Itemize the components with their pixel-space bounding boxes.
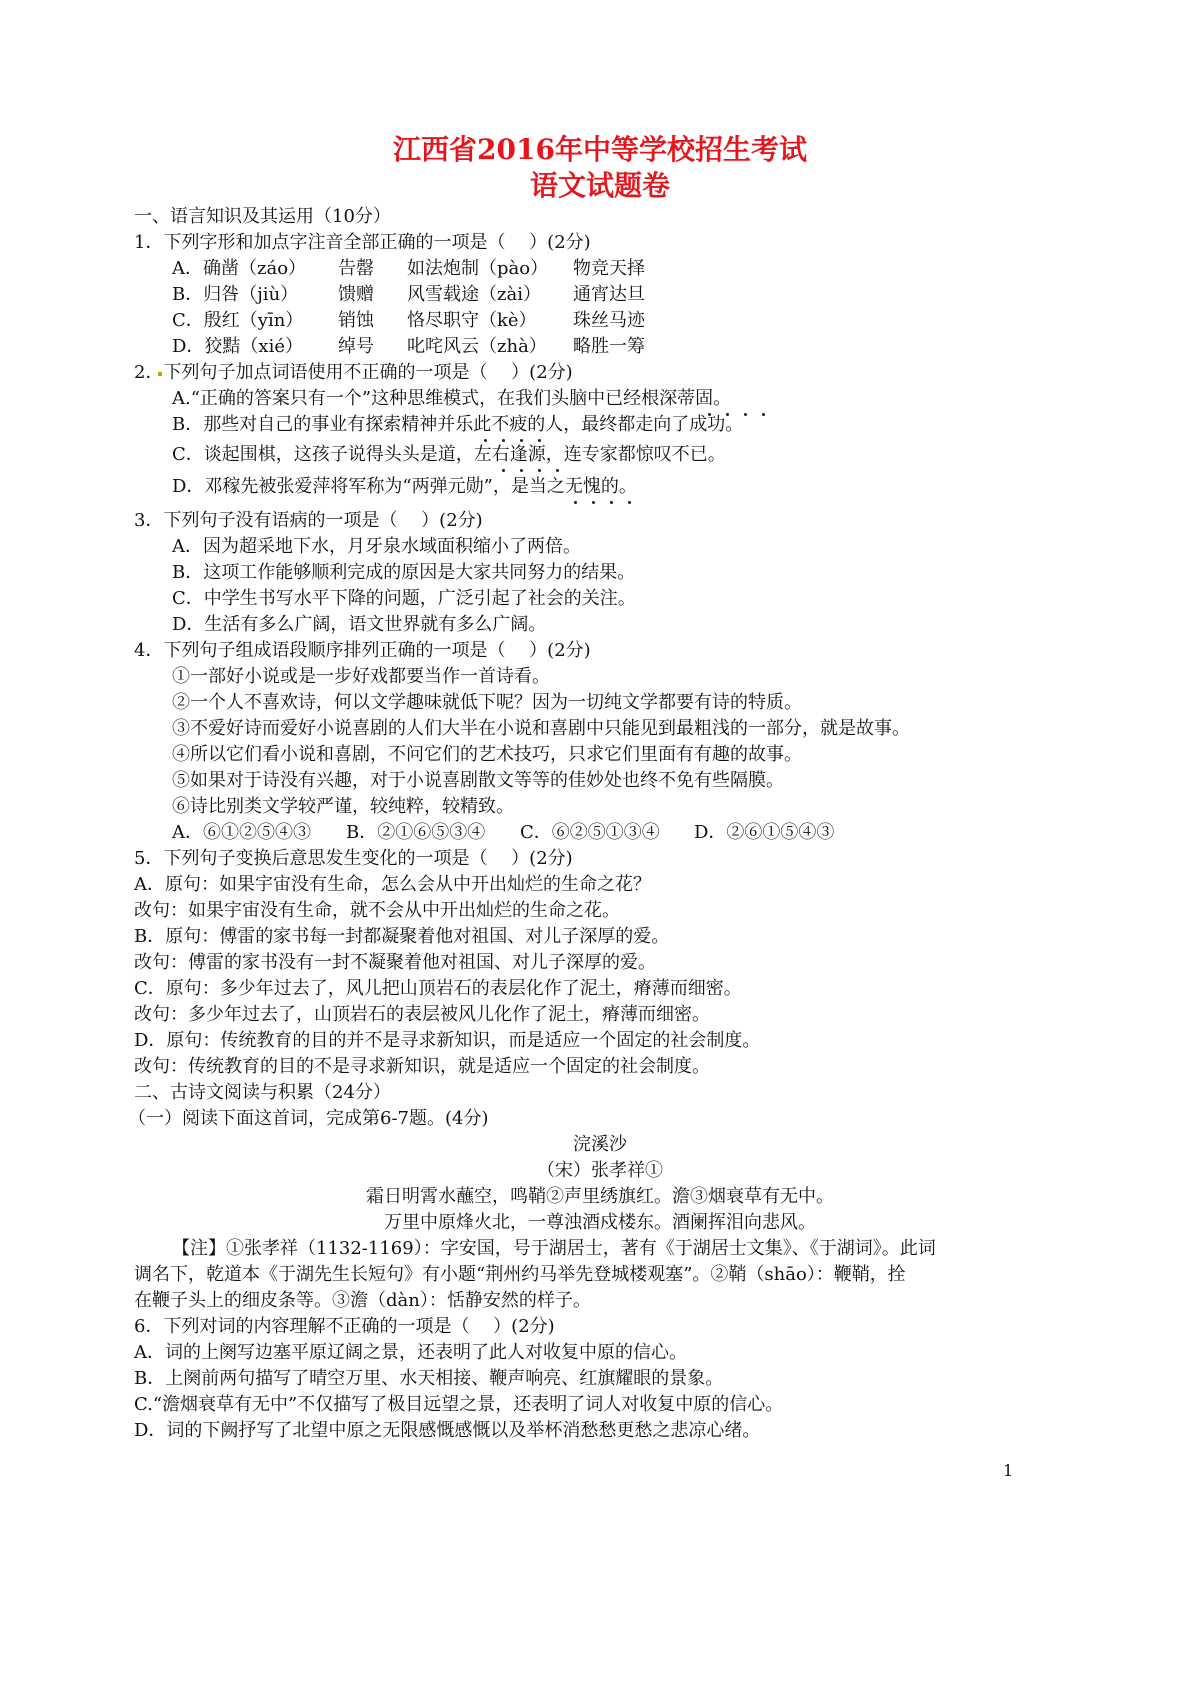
q3-option-d: D．生活有多么广阔，语文世界就有多么广阔。 xyxy=(172,614,547,635)
q1-d-col1: D．狡黠（xié） xyxy=(172,336,303,357)
section-1-heading: 一、语言知识及其运用（10分） xyxy=(134,206,391,227)
q3-option-b: B．这项工作能够顺利完成的原因是大家共同努力的结果。 xyxy=(172,562,636,583)
q4-sentence-3: ③不爱好诗而爱好小说喜剧的人们大半在小说和喜剧中只能见到最粗浅的一部分，就是故事。 xyxy=(172,718,910,739)
section-2-heading: 二、古诗文阅读与积累（24分） xyxy=(134,1082,391,1103)
q5-line-8: 改句：传统教育的目的不是寻求新知识，就是适应一个固定的社会制度。 xyxy=(134,1056,710,1077)
q6-option-a: A．词的上阕写边塞平原辽阔之景，还表明了此人对收复中原的信心。 xyxy=(134,1342,687,1363)
q2-c-emphasis-dots xyxy=(502,469,582,473)
q1-b-col1: B．归咎（jiù） xyxy=(172,284,299,305)
q4-sentence-2: ②一个人不喜欢诗，何以文学趣味就低下呢？因为一切纯文学都要有诗的特质。 xyxy=(172,692,802,713)
q4-choice-c: C．⑥②⑤①③④ xyxy=(520,822,660,843)
q6-option-b: B．上阕前两句描写了晴空万里、水天相接、鞭声响亮、红旗耀眼的景象。 xyxy=(134,1368,724,1389)
q1-c-col3: 恪尽职守（kè） xyxy=(407,310,537,331)
q5-line-2: 改句：如果宇宙没有生命，就不会从中开出灿烂的生命之花。 xyxy=(134,900,620,921)
q4-choice-d: D．②⑥①⑤④③ xyxy=(694,822,835,843)
q1-b-col3: 风雪载途（zài） xyxy=(407,284,541,305)
q1-c-col4: 珠丝马迹 xyxy=(573,310,645,331)
q2-d-emphasis-dots xyxy=(574,501,654,505)
exam-subtitle: 语文试题卷 xyxy=(529,169,670,202)
q4-choice-a: A．⑥①②⑤④③ xyxy=(172,822,311,843)
q6-option-d: D．词的下阙抒写了北望中原之无限感慨感慨以及举杯消愁愁更愁之悲凉心绪。 xyxy=(134,1420,761,1441)
q3-stem: 3．下列句子没有语病的一项是（ ）(2分) xyxy=(134,510,483,531)
q4-sentence-5: ⑤如果对于诗没有兴趣，对于小说喜剧散文等等的佳妙处也终不免有些隔膜。 xyxy=(172,770,784,791)
q1-a-col1: A．确凿（záo） xyxy=(172,258,307,279)
q1-d-col4: 略胜一筹 xyxy=(573,336,645,357)
q5-line-1: A．原句：如果宇宙没有生命，怎么会从中开出灿烂的生命之花？ xyxy=(134,874,651,895)
q4-stem: 4．下列句子组成语段顺序排列正确的一项是（ ）(2分) xyxy=(134,640,591,661)
q3-option-c: C．中学生书写水平下降的问题，广泛引起了社会的关注。 xyxy=(172,588,636,609)
q5-line-7: D．原句：传统教育的目的并不是寻求新知识，而是适应一个固定的社会制度。 xyxy=(134,1030,761,1051)
q5-stem: 5．下列句子变换后意思发生变化的一项是（ ）(2分) xyxy=(134,848,573,869)
q5-line-3: B．原句：傅雷的家书每一封都凝聚着他对祖国、对儿子深厚的爱。 xyxy=(134,926,670,947)
q4-sentence-6: ⑥诗比别类文学较严谨，较纯粹，较精致。 xyxy=(172,796,514,817)
q3-option-a: A．因为超采地下水，月牙泉水域面积缩小了两倍。 xyxy=(172,536,581,557)
q2-option-b: B．那些对自己的事业有探索精神并乐此不疲的人，最终都走向了成功。 xyxy=(172,414,744,435)
q5-line-5: C．原句：多少年过去了，风儿把山顶岩石的表层化作了泥土，瘠薄而细密。 xyxy=(134,978,742,999)
q1-a-col3: 如法炮制（pào） xyxy=(407,258,549,279)
note-line-3: 在鞭子头上的细皮条等。③澹（dàn）：恬静安然的样子。 xyxy=(134,1290,591,1311)
q1-d-col3: 叱咤风云（zhà） xyxy=(407,336,547,357)
poem-line-2: 万里中原烽火北，一尊浊酒戍楼东。酒阑挥泪向悲风。 xyxy=(384,1212,816,1233)
q2-option-a: A.“正确的答案只有一个”这种思维模式，在我们头脑中已经根深蒂固。 xyxy=(172,388,732,409)
note-line-1: 【注】①张孝祥（1132-1169）：字安国，号于湖居士，著有《于湖居士文集》、《于湖词》。此词 xyxy=(172,1238,936,1259)
q2-option-d: D．邓稼先被张爱萍将军称为“两弹元勋”，是当之无愧的。 xyxy=(172,476,637,497)
exam-title: 江西省2016年中等学校招生考试 xyxy=(393,133,807,166)
q5-line-6: 改句：多少年过去了，山顶岩石的表层被风儿化作了泥土，瘠薄而细密。 xyxy=(134,1004,710,1025)
q6-stem: 6．下列对词的内容理解不正确的一项是（ ）(2分) xyxy=(134,1316,555,1337)
poem-title: 浣溪沙 xyxy=(573,1134,627,1155)
q2-option-c: C．谈起围棋，这孩子说得头头是道，左右逢源，连专家都惊叹不已。 xyxy=(172,444,726,465)
q1-a-col2: 告罄 xyxy=(338,258,374,279)
q4-choice-b: B．②①⑥⑤③④ xyxy=(346,822,486,843)
q1-b-col4: 通宵达旦 xyxy=(573,284,645,305)
q5-line-4: 改句：傅雷的家书没有一封不凝聚着他对祖国、对儿子深厚的爱。 xyxy=(134,952,656,973)
q6-option-c: C.“澹烟衰草有无中”不仅描写了极目远望之景，还表明了词人对收复中原的信心。 xyxy=(134,1394,784,1415)
q4-sentence-1: ①一部好小说或是一步好戏都要当作一首诗看。 xyxy=(172,666,550,687)
poem-line-1: 霜日明霄水蘸空，鸣鞘②声里绣旗红。澹③烟衰草有无中。 xyxy=(366,1186,834,1207)
q1-b-col2: 馈赠 xyxy=(338,284,374,305)
q2-stem: 2．下列句子加点词语使用不正确的一项是（ ）(2分) xyxy=(134,362,573,383)
part-1-heading: （一）阅读下面这首词，完成第6-7题。(4分) xyxy=(128,1108,489,1129)
poem-author: （宋）张孝祥① xyxy=(537,1160,663,1181)
page-number: 1 xyxy=(1003,1461,1014,1480)
q1-c-col1: C．殷红（yīn） xyxy=(172,310,304,331)
note-line-2: 调名下，乾道本《于湖先生长短句》有小题“荆州约马举先登城楼观塞”。②鞘（shāo）：鞭鞘，拴 xyxy=(134,1264,906,1285)
q1-c-col2: 销蚀 xyxy=(338,310,374,331)
q4-sentence-4: ④所以它们看小说和喜剧，不问它们的艺术技巧，只求它们里面有有趣的故事。 xyxy=(172,744,802,765)
q1-stem: 1．下列字形和加点字注音全部正确的一项是（ ）(2分) xyxy=(134,232,591,253)
q1-a-col4: 物竞天择 xyxy=(573,258,645,279)
q1-d-col2: 绰号 xyxy=(338,336,374,357)
